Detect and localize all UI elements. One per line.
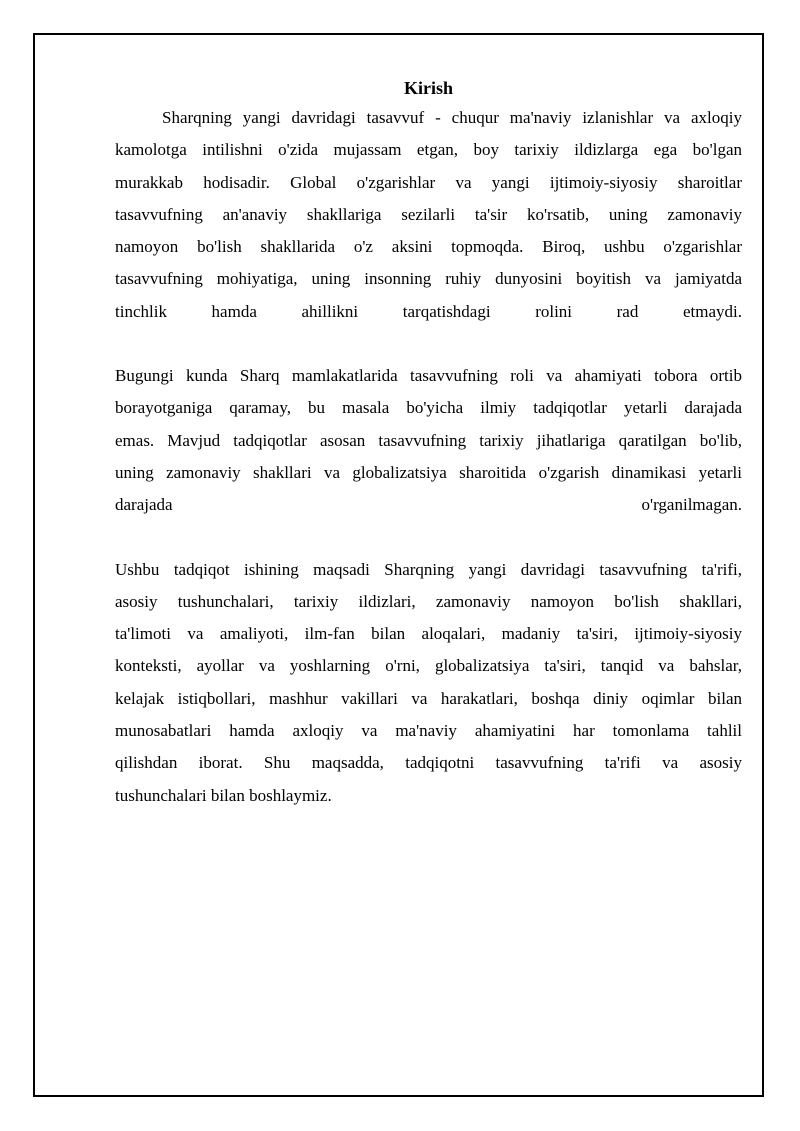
paragraph-line: namoyon bo'lish shakllarida o'z aksini topmoqda. Biroq, ushbu o'zgarishlar xyxy=(115,237,742,257)
paragraph-line: munosabatlari hamda axloqiy va ma'naviy ahamiyatini har tomonlama tahlil xyxy=(115,721,742,741)
paragraph-aim xyxy=(115,554,742,812)
paragraph-line: Bugungi kunda Sharq mamlakatlarida tasavvufning roli va ahamiyati tobora ortib xyxy=(115,366,742,386)
paragraph-line: qilishdan iborat. Shu maqsadda, tadqiqotni tasavvufning ta'rifi va asosiy xyxy=(115,753,742,773)
paragraph-line: asosiy tushunchalari, tarixiy ildizlari, zamonaviy namoyon bo'lish shakllari, xyxy=(115,591,742,611)
paragraph-line: Ushbu tadqiqot ishining maqsadi Sharqning yangi davridagi tasavvufning ta'rifi, xyxy=(115,559,742,579)
paragraph-line: tasavvufning an'anaviy shakllariga sezilarli ta'sir ko'rsatib, uning zamonaviy xyxy=(115,204,742,224)
paragraph-line: konteksti, ayollar va yoshlarning o'rni, globalizatsiya ta'siri, tanqid va bahslar, xyxy=(115,656,742,676)
paragraph-intro xyxy=(115,102,742,328)
paragraph-line: borayotganiga qaramay, bu masala bo'yicha ilmiy tadqiqotlar yetarli darajada xyxy=(115,398,742,418)
paragraph-line: murakkab hodisadir. Global o'zgarishlar va yangi ijtimoiy-siyosiy sharoitlar xyxy=(115,172,742,192)
paragraph-line: uning zamonaviy shakllari va globalizatsiya sharoitida o'zgarish dinamikasi yetarli xyxy=(115,462,742,482)
paragraph-line: kelajak istiqbollari, mashhur vakillari va harakatlari, boshqa diniy oqimlar bilan xyxy=(115,688,742,708)
paragraph-line: emas. Mavjud tadqiqotlar asosan tasavvufning tarixiy jihatlariga qaratilgan bo'lib, xyxy=(115,430,742,450)
paragraph-line: Sharqning yangi davridagi tasavvuf - chuqur ma'naviy izlanishlar va axloqiy xyxy=(162,108,742,127)
document-title: Kirish xyxy=(403,78,453,98)
paragraph-line: ta'limoti va amaliyoti, ilm-fan bilan aloqalari, madaniy ta'siri, ijtimoiy-siyosiy xyxy=(115,624,742,644)
paragraph-context xyxy=(115,360,742,521)
paragraph-spacer xyxy=(115,522,742,554)
paragraph-spacer xyxy=(115,328,742,360)
paragraph-line: tinchlik hamda ahillikni tarqatishdagi rolini rad etmaydi. xyxy=(115,301,742,321)
paragraph-line: tushunchalari bilan boshlaymiz. xyxy=(115,785,332,805)
document-body xyxy=(115,76,742,812)
paragraph-line: kamolotga intilishni o'zida mujassam etgan, boy tarixiy ildizlarga ega bo'lgan xyxy=(115,140,742,160)
paragraph-line: tasavvufning mohiyatiga, uning insonning ruhiy dunyosini boyitish va jamiyatda xyxy=(115,269,742,289)
paragraph-line: darajada o'rganilmagan. xyxy=(115,495,742,515)
